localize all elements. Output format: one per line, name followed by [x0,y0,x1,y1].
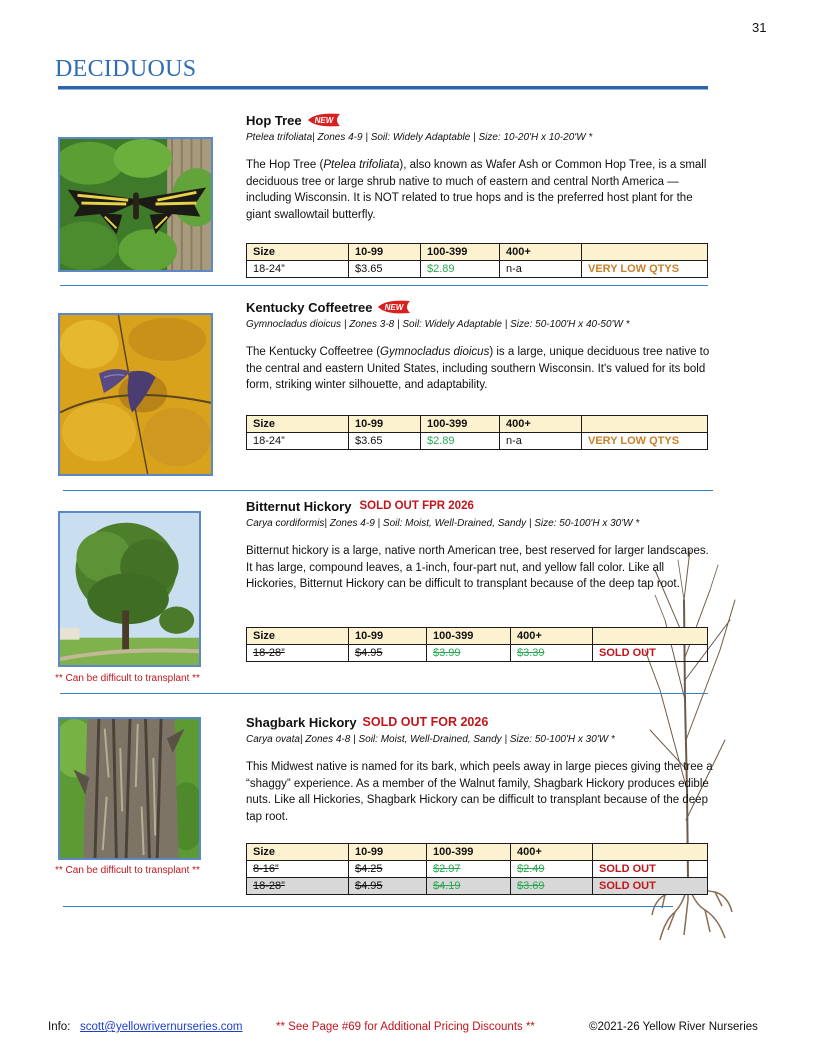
table-row [247,645,708,662]
table-header-row [247,628,708,645]
header-qty-100-399: 100-399 [421,244,500,261]
cell-size: 18-28” [247,645,349,662]
cell-price-400: n-a [500,261,582,278]
cell-price-400: $2.49 [511,861,593,878]
product-shagbark-hickory [246,713,716,825]
divider [60,285,708,286]
cell-price-100-399: $2.97 [427,861,511,878]
price-table [246,843,708,895]
description-text: The Kentucky Coffeetree ( [246,346,381,358]
footer-copyright: ©2021-26 Yellow River Nurseries [589,1021,758,1033]
hop-tree-photo [58,137,213,272]
transplant-note: ** Can be difficult to transplant ** [55,673,200,684]
cell-size: 18-24” [247,433,349,450]
sold-out-status: SOLD OUT FPR 2026 [359,500,474,512]
table-row [247,878,708,895]
description-text: ), also known as Wafer Ash or Common Hop Tree, is a small deciduous tree or large shrub native to much of eastern and central North America — including Wisconsin. It is NOT related to true hops and is the preferred host plant for the giant swallowtail butterfly. [246,159,707,221]
cell-status: SOLD OUT [593,645,708,662]
header-status [593,844,708,861]
cell-price-10-99: $4.95 [349,645,427,662]
product-description [246,344,711,394]
price-table [246,415,708,450]
cell-status: SOLD OUT [593,878,708,895]
product-name: Hop Tree [246,112,302,128]
header-status [582,244,708,261]
header-qty-400: 400+ [500,416,582,433]
product-subtitle: Ptelea trifoliata| Zones 4-9 | Soil: Widely Adaptable | Size: 10-20'H x 10-20'W * [246,132,593,143]
cell-price-100-399: $4.19 [427,878,511,895]
cell-status: VERY LOW QTYS [582,433,708,450]
product-kentucky-coffeetree [246,298,711,394]
new-badge-text: NEW [314,116,333,125]
header-size: Size [247,628,349,645]
header-size: Size [247,244,349,261]
cell-price-100-399: $2.89 [421,433,500,450]
header-qty-10-99: 10-99 [349,628,427,645]
price-table [246,627,708,662]
cell-price-400: n-a [500,433,582,450]
product-description [246,157,711,223]
shagbark-hickory-photo [58,717,201,860]
new-badge [376,298,412,316]
footer-email-link[interactable]: scott@yellowrivernurseries.com [80,1021,243,1033]
cell-price-10-99: $3.65 [349,433,421,450]
cell-status: SOLD OUT [593,861,708,878]
cell-price-10-99: $3.65 [349,261,421,278]
product-subtitle: Gymnocladus dioicus | Zones 3-8 | Soil: Widely Adaptable | Size: 50-100'H x 40-50'W * [246,319,630,330]
bitternut-hickory-photo [58,511,201,667]
cell-price-400: $3.69 [511,878,593,895]
product-description: Bitternut hickory is a large, native north American tree, best reserved for larger landscapes. It has large, compound leaves, a 1-inch, four-part nut, and yellow fall color. Like all Hickories, Bitternut Hickory can be difficult to transplant because of the deep tap root. [246,545,709,590]
header-qty-10-99: 10-99 [349,844,427,861]
product-hop-tree [246,111,711,223]
cell-price-10-99: $4.95 [349,878,427,895]
section-heading: DECIDUOUS [55,56,197,82]
divider [60,693,708,694]
table-header-row [247,416,708,433]
product-subtitle: Carya ovata| Zones 4-8 | Soil: Moist, Well-Drained, Sandy | Size: 50-100'H x 30'W * [246,734,615,745]
table-row [247,261,708,278]
price-table [246,243,708,278]
new-badge [306,111,342,129]
product-description: This Midwest native is named for its bark, which peels away in large pieces giving the tree a “shaggy” experience. As a member of the Walnut family, Shagbark Hickory produces edible nuts. Like all Hickories, Shagbark Hickory can be difficult to transplant because of the deep tap root. [246,761,713,823]
heading-rule [58,86,708,90]
latin-name: Gymnocladus dioicus [380,346,490,358]
header-qty-100-399: 100-399 [421,416,500,433]
header-qty-10-99: 10-99 [349,244,421,261]
footer-discount-note: ** See Page #69 for Additional Pricing Discounts ** [276,1021,535,1033]
cell-price-400: $3.39 [511,645,593,662]
header-qty-400: 400+ [511,628,593,645]
header-size: Size [247,416,349,433]
product-bitternut-hickory [246,497,711,593]
product-subtitle: Carya cordiformis| Zones 4-9 | Soil: Moist, Well-Drained, Sandy | Size: 50-100'H x 30'W * [246,518,640,529]
table-header-row [247,244,708,261]
header-qty-100-399: 100-399 [427,844,511,861]
header-qty-10-99: 10-99 [349,416,421,433]
header-qty-100-399: 100-399 [427,628,511,645]
table-row [247,433,708,450]
header-qty-400: 400+ [500,244,582,261]
header-size: Size [247,844,349,861]
product-name: Shagbark Hickory [246,714,357,730]
header-status [582,416,708,433]
latin-name: Ptelea trifoliata [323,159,400,171]
product-name: Bitternut Hickory [246,498,352,514]
page-number: 31 [752,20,767,35]
product-name: Kentucky Coffeetree [246,299,373,315]
header-status [593,628,708,645]
table-row [247,861,708,878]
divider [63,906,673,907]
cell-price-10-99: $4.25 [349,861,427,878]
description-text: The Hop Tree ( [246,159,324,171]
header-qty-400: 400+ [511,844,593,861]
cell-size: 18-28” [247,878,349,895]
new-badge-text: NEW [385,303,404,312]
table-header-row [247,844,708,861]
sold-out-status: SOLD OUT FOR 2026 [362,715,489,729]
cell-price-100-399: $3.99 [427,645,511,662]
kentucky-coffeetree-photo [58,313,213,476]
cell-size: 18-24” [247,261,349,278]
cell-price-100-399: $2.89 [421,261,500,278]
description-text: ) is a large, unique deciduous tree native to the central and eastern United States, including southern Wisconsin. It's valued for its bold form, striking winter silhouette, and adaptability. [246,346,710,391]
cell-status: VERY LOW QTYS [582,261,708,278]
transplant-note: ** Can be difficult to transplant ** [55,865,200,876]
footer-info-label: Info: [48,1021,71,1033]
cell-size: 8-16” [247,861,349,878]
divider [63,490,713,491]
